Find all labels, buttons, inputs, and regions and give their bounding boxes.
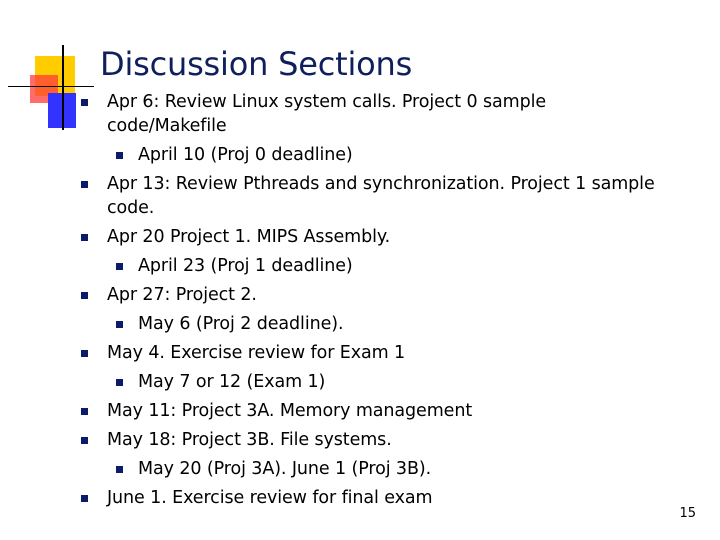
list-item: April 10 (Proj 0 deadline): [138, 145, 353, 165]
list-item: May 18: Project 3B. File systems.: [107, 430, 392, 450]
list-item: May 4. Exercise review for Exam 1: [107, 343, 406, 363]
list-item: code.: [107, 198, 155, 218]
bullet-icon: [81, 350, 88, 357]
list-item: June 1. Exercise review for final exam: [107, 488, 433, 508]
bullet-icon: [116, 379, 123, 386]
list-item: code/Makefile: [107, 116, 227, 136]
bullet-icon: [81, 495, 88, 502]
list-item: May 6 (Proj 2 deadline).: [138, 314, 344, 334]
list-item: May 20 (Proj 3A). June 1 (Proj 3B).: [138, 459, 432, 479]
bullet-icon: [116, 152, 123, 159]
bullet-icon: [81, 99, 88, 106]
list-item: Apr 13: Review Pthreads and synchronization. Project 1 sample: [107, 174, 655, 194]
bullet-icon: [81, 437, 88, 444]
slide-title: Discussion Sections: [100, 45, 413, 83]
list-item: April 23 (Proj 1 deadline): [138, 256, 353, 276]
bullet-icon: [116, 263, 123, 270]
bullet-icon: [116, 321, 123, 328]
bullet-icon: [81, 234, 88, 241]
list-item: Apr 20 Project 1. MIPS Assembly.: [107, 227, 391, 247]
list-item: Apr 6: Review Linux system calls. Project 0 sample: [107, 92, 547, 112]
list-item: May 11: Project 3A. Memory management: [107, 401, 473, 421]
bullet-icon: [81, 181, 88, 188]
bullet-icon: [81, 408, 88, 415]
page-number: 15: [679, 506, 696, 521]
list-item: May 7 or 12 (Exam 1): [138, 372, 326, 392]
list-item: Apr 27: Project 2.: [107, 285, 257, 305]
bullet-icon: [81, 292, 88, 299]
bullet-icon: [116, 466, 123, 473]
